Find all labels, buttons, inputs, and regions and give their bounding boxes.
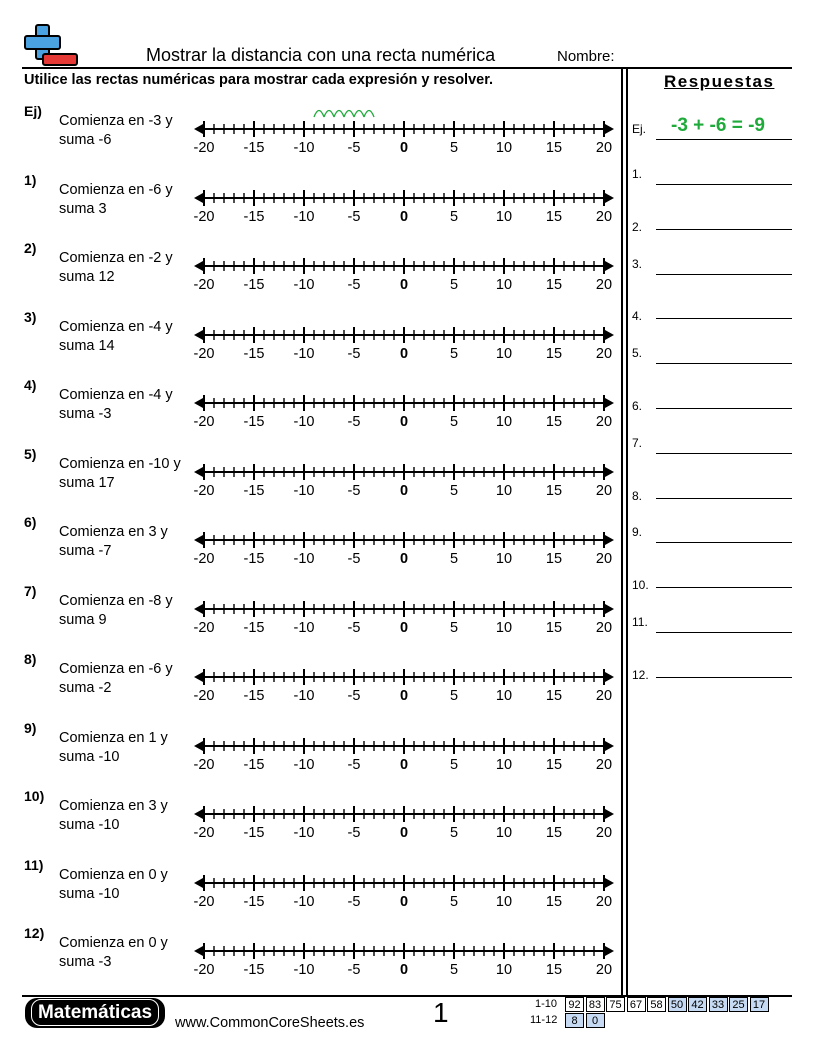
tick-label: 5 bbox=[449, 756, 459, 773]
tick-label: -20 bbox=[193, 619, 215, 636]
answer-number: Ej. bbox=[632, 122, 647, 136]
tick-label: -5 bbox=[347, 962, 361, 978]
left-arrow bbox=[194, 535, 203, 545]
right-arrow bbox=[605, 535, 614, 545]
answer-line[interactable] bbox=[656, 229, 792, 230]
answer-line[interactable] bbox=[656, 408, 792, 409]
score-row-label: 11-12 bbox=[530, 1014, 558, 1026]
right-arrow bbox=[605, 467, 614, 477]
tick-label: 0 bbox=[399, 208, 409, 225]
left-arrow bbox=[194, 946, 203, 956]
left-arrow bbox=[194, 193, 203, 203]
tick-label: 20 bbox=[595, 345, 613, 362]
answer-number: 8. bbox=[632, 488, 643, 503]
tick-label: 0 bbox=[399, 551, 409, 567]
number-line[interactable] bbox=[190, 651, 620, 711]
tick-label: -20 bbox=[193, 893, 215, 910]
tick-label: -5 bbox=[347, 756, 361, 773]
answer-number: 11. bbox=[632, 615, 648, 629]
tick-label: 15 bbox=[545, 345, 563, 362]
score-cell: 67 bbox=[627, 997, 646, 1012]
problem-number: 2) bbox=[24, 240, 37, 256]
column-divider bbox=[621, 69, 628, 995]
tick-label: -20 bbox=[193, 688, 215, 704]
left-arrow bbox=[194, 878, 203, 888]
number-line[interactable] bbox=[190, 788, 620, 848]
tick-label: -15 bbox=[243, 345, 265, 362]
tick-label: 5 bbox=[449, 619, 459, 636]
problem-number: 10) bbox=[24, 788, 45, 804]
problem-text: Comienza en -4 y suma -3 bbox=[59, 387, 173, 422]
right-arrow bbox=[605, 604, 614, 614]
left-arrow bbox=[194, 741, 203, 751]
answer-line bbox=[656, 139, 792, 140]
problem-number: 1) bbox=[24, 171, 37, 188]
answer-row bbox=[632, 658, 792, 682]
number-line[interactable] bbox=[190, 377, 620, 437]
tick-label: 0 bbox=[399, 619, 409, 636]
tick-label: -15 bbox=[243, 208, 265, 225]
problem-number: 7) bbox=[24, 582, 37, 599]
answer-number: 5. bbox=[632, 346, 643, 361]
tick-label: 5 bbox=[449, 551, 459, 567]
left-arrow bbox=[194, 398, 203, 408]
score-cell: 25 bbox=[729, 997, 748, 1012]
answer-line[interactable] bbox=[656, 318, 792, 319]
tick-label: 5 bbox=[449, 893, 459, 910]
tick-label: 15 bbox=[545, 482, 563, 499]
problem-text: Comienza en 3 y suma -10 bbox=[59, 798, 168, 833]
problem-row bbox=[0, 240, 620, 308]
answer-number: 2. bbox=[632, 219, 643, 234]
answer-number: 12. bbox=[632, 667, 649, 682]
tick-label: -10 bbox=[293, 756, 315, 773]
tick-label: -5 bbox=[347, 619, 361, 636]
tick-label: 5 bbox=[449, 140, 459, 156]
tick-label: 15 bbox=[545, 825, 563, 841]
tick-label: -5 bbox=[347, 208, 361, 225]
answer-line[interactable] bbox=[656, 542, 792, 543]
example-answer: -3 + -6 = -9 bbox=[671, 115, 765, 136]
left-arrow bbox=[194, 672, 203, 682]
answer-line[interactable] bbox=[656, 274, 792, 275]
answer-line[interactable] bbox=[656, 453, 792, 454]
tick-label: 10 bbox=[495, 756, 513, 773]
tick-label: -15 bbox=[243, 893, 265, 910]
tick-label: 0 bbox=[399, 345, 409, 362]
problem-number: 3) bbox=[24, 308, 37, 325]
tick-label: -20 bbox=[193, 345, 215, 362]
tick-label: -5 bbox=[347, 414, 361, 430]
answers-title: Respuestas bbox=[664, 72, 775, 91]
tick-label: 20 bbox=[595, 756, 613, 773]
tick-label: 5 bbox=[449, 277, 459, 293]
hop-arc bbox=[324, 111, 334, 118]
tick-label: -10 bbox=[293, 825, 315, 841]
tick-label: -15 bbox=[243, 414, 265, 430]
problem-text: Comienza en 0 y suma -10 bbox=[59, 866, 168, 902]
tick-label: 0 bbox=[399, 825, 409, 841]
page-number: 1 bbox=[433, 997, 449, 1028]
tick-label: 20 bbox=[595, 893, 613, 910]
score-cell: 33 bbox=[709, 997, 728, 1012]
problem-row bbox=[0, 583, 620, 651]
problem-number: 4) bbox=[24, 377, 37, 393]
tick-label: -10 bbox=[293, 277, 315, 293]
tick-label: 0 bbox=[399, 962, 409, 978]
tick-label: -15 bbox=[243, 756, 265, 773]
brand-logo bbox=[25, 998, 165, 1028]
problem-row bbox=[0, 309, 620, 377]
tick-label: 20 bbox=[595, 277, 613, 293]
plus-minus-logo bbox=[22, 22, 80, 68]
right-arrow bbox=[605, 946, 614, 956]
answer-line[interactable] bbox=[656, 363, 792, 364]
number-line[interactable] bbox=[190, 720, 620, 780]
problem-row bbox=[0, 172, 620, 240]
tick-label: -5 bbox=[347, 345, 361, 362]
tick-label: -15 bbox=[243, 619, 265, 636]
right-arrow bbox=[605, 809, 614, 819]
right-arrow bbox=[605, 878, 614, 888]
answer-number: 7. bbox=[632, 435, 643, 450]
tick-label: -5 bbox=[347, 551, 361, 567]
tick-label: 0 bbox=[399, 482, 409, 499]
number-line[interactable] bbox=[190, 583, 620, 643]
number-line[interactable] bbox=[190, 103, 620, 163]
tick-label: -5 bbox=[347, 140, 361, 156]
left-arrow bbox=[194, 261, 203, 271]
tick-label: 15 bbox=[545, 551, 563, 567]
tick-label: 15 bbox=[545, 208, 563, 225]
tick-label: -20 bbox=[193, 551, 215, 567]
number-line[interactable] bbox=[190, 925, 620, 985]
answer-row bbox=[632, 389, 792, 413]
tick-label: 20 bbox=[595, 551, 613, 567]
tick-label: 20 bbox=[595, 482, 613, 499]
tick-label: 10 bbox=[495, 893, 513, 910]
tick-label: 5 bbox=[449, 825, 459, 841]
problem-number: 5) bbox=[24, 445, 37, 462]
tick-label: -15 bbox=[243, 482, 265, 499]
problem-text: Comienza en -2 y suma 12 bbox=[59, 250, 173, 285]
right-arrow bbox=[605, 193, 614, 203]
tick-label: -20 bbox=[193, 277, 215, 293]
problem-text: Comienza en -4 y suma 14 bbox=[59, 318, 173, 354]
problem-number: 12) bbox=[24, 925, 45, 941]
tick-label: -5 bbox=[347, 825, 361, 841]
tick-label: -20 bbox=[193, 482, 215, 499]
tick-label: -10 bbox=[293, 962, 315, 978]
score-cell: 0 bbox=[586, 1013, 605, 1028]
website-url: www.CommonCoreSheets.es bbox=[175, 1015, 365, 1031]
score-cell: 58 bbox=[647, 997, 666, 1012]
page-title: Mostrar la distancia con una recta numérica bbox=[146, 45, 496, 65]
number-line[interactable] bbox=[190, 446, 620, 506]
answer-number: 1. bbox=[632, 167, 643, 181]
score-cell: 17 bbox=[750, 997, 769, 1012]
problem-row bbox=[0, 651, 620, 719]
problem-row bbox=[0, 446, 620, 514]
tick-label: 15 bbox=[545, 414, 563, 430]
tick-label: 15 bbox=[545, 277, 563, 293]
tick-label: 10 bbox=[495, 345, 513, 362]
score-cell: 83 bbox=[586, 997, 605, 1012]
answer-row bbox=[632, 434, 792, 454]
answer-row bbox=[632, 299, 792, 324]
answer-number: 6. bbox=[632, 399, 643, 413]
score-cell: 8 bbox=[565, 1013, 584, 1028]
right-arrow bbox=[605, 398, 614, 408]
right-arrow bbox=[605, 741, 614, 751]
left-arrow bbox=[194, 124, 203, 134]
problem-text: Comienza en 0 y suma -3 bbox=[59, 935, 168, 970]
tick-label: 5 bbox=[449, 345, 459, 362]
instructions: Utilice las rectas numéricas para mostrar cada expresión y resolver. bbox=[24, 72, 494, 88]
problem-row bbox=[0, 857, 620, 925]
tick-label: 0 bbox=[399, 140, 409, 156]
tick-label: 20 bbox=[595, 688, 613, 704]
tick-label: 15 bbox=[545, 619, 563, 636]
tick-label: -5 bbox=[347, 482, 361, 499]
problem-text: Comienza en -6 y suma 3 bbox=[59, 181, 173, 217]
problem-number: Ej) bbox=[24, 103, 42, 119]
tick-label: -5 bbox=[347, 277, 361, 293]
tick-label: -10 bbox=[293, 414, 315, 430]
answer-line[interactable] bbox=[656, 677, 792, 678]
tick-label: -20 bbox=[193, 756, 215, 773]
tick-label: 0 bbox=[399, 277, 409, 293]
answer-number: 3. bbox=[632, 256, 643, 271]
tick-label: -15 bbox=[243, 277, 265, 293]
score-cell: 42 bbox=[688, 997, 707, 1012]
hop-arc bbox=[364, 111, 374, 118]
hop-arc bbox=[314, 111, 324, 118]
score-cell: 50 bbox=[668, 997, 687, 1012]
tick-label: -10 bbox=[293, 688, 315, 704]
tick-label: -10 bbox=[293, 551, 315, 567]
header-rule bbox=[22, 67, 792, 69]
tick-label: 20 bbox=[595, 619, 613, 636]
problem-row bbox=[0, 103, 620, 171]
left-arrow bbox=[194, 330, 203, 340]
problem-row bbox=[0, 377, 620, 445]
answer-number: 10. bbox=[632, 578, 649, 593]
right-arrow bbox=[605, 261, 614, 271]
tick-label: -10 bbox=[293, 140, 315, 156]
hop-arc bbox=[354, 111, 364, 118]
tick-label: -10 bbox=[293, 345, 315, 362]
problem-text: Comienza en -8 y suma 9 bbox=[59, 592, 173, 628]
answer-line[interactable] bbox=[656, 632, 792, 633]
answer-line[interactable] bbox=[656, 498, 792, 499]
number-line[interactable] bbox=[190, 514, 620, 574]
tick-label: 5 bbox=[449, 208, 459, 225]
tick-label: 15 bbox=[545, 962, 563, 978]
left-arrow bbox=[194, 604, 203, 614]
hop-arc bbox=[344, 111, 354, 118]
problem-number: 9) bbox=[24, 719, 37, 736]
answer-number: 4. bbox=[632, 309, 643, 324]
tick-label: 10 bbox=[495, 482, 513, 499]
problem-text: Comienza en -6 y suma -2 bbox=[59, 661, 173, 696]
tick-label: 10 bbox=[495, 208, 513, 225]
tick-label: 10 bbox=[495, 414, 513, 430]
left-arrow bbox=[194, 809, 203, 819]
tick-label: -5 bbox=[347, 688, 361, 704]
answer-row bbox=[632, 613, 792, 633]
answer-line[interactable] bbox=[656, 184, 792, 185]
tick-label: -5 bbox=[347, 893, 361, 910]
answer-row bbox=[632, 568, 792, 593]
tick-label: 0 bbox=[399, 688, 409, 704]
tick-label: -10 bbox=[293, 482, 315, 499]
tick-label: 10 bbox=[495, 688, 513, 704]
tick-label: 5 bbox=[449, 688, 459, 704]
problem-number: 11) bbox=[24, 856, 44, 873]
problem-text: Comienza en 3 y suma -7 bbox=[59, 524, 168, 559]
tick-label: 5 bbox=[449, 962, 459, 978]
tick-label: -15 bbox=[243, 962, 265, 978]
score-cell: 92 bbox=[565, 997, 584, 1012]
tick-label: 10 bbox=[495, 619, 513, 636]
tick-label: 20 bbox=[595, 825, 613, 841]
number-line[interactable] bbox=[190, 240, 620, 300]
answer-row bbox=[632, 479, 792, 503]
tick-label: 15 bbox=[545, 140, 563, 156]
tick-label: 0 bbox=[399, 414, 409, 430]
tick-label: -10 bbox=[293, 619, 315, 636]
tick-label: -20 bbox=[193, 414, 215, 430]
answer-row bbox=[632, 255, 792, 275]
right-arrow bbox=[605, 124, 614, 134]
problem-row bbox=[0, 788, 620, 856]
tick-label: 5 bbox=[449, 414, 459, 430]
problem-number: 6) bbox=[24, 514, 37, 530]
problem-row bbox=[0, 720, 620, 788]
tick-label: 5 bbox=[449, 482, 459, 499]
problem-row bbox=[0, 514, 620, 582]
score-row-label: 1-10 bbox=[535, 998, 558, 1010]
tick-label: 20 bbox=[595, 208, 613, 225]
tick-label: 20 bbox=[595, 140, 613, 156]
problem-text: Comienza en -3 y suma -6 bbox=[59, 113, 173, 148]
tick-label: -20 bbox=[193, 140, 215, 156]
tick-label: 10 bbox=[495, 825, 513, 841]
answer-line[interactable] bbox=[656, 587, 792, 588]
score-cell: 75 bbox=[606, 997, 625, 1012]
tick-label: -20 bbox=[193, 825, 215, 841]
tick-label: 10 bbox=[495, 962, 513, 978]
tick-label: -15 bbox=[243, 825, 265, 841]
answer-row bbox=[632, 344, 792, 364]
number-line[interactable] bbox=[190, 857, 620, 917]
tick-label: 15 bbox=[545, 756, 563, 773]
tick-label: -15 bbox=[243, 688, 265, 704]
answer-row bbox=[632, 523, 792, 543]
number-line[interactable] bbox=[190, 309, 620, 369]
problem-text: Comienza en 1 y suma -10 bbox=[59, 729, 168, 765]
tick-label: -10 bbox=[293, 893, 315, 910]
tick-label: -20 bbox=[193, 208, 215, 225]
tick-label: -15 bbox=[243, 140, 265, 156]
tick-label: 0 bbox=[399, 893, 409, 910]
tick-label: -20 bbox=[193, 962, 215, 978]
problem-text: Comienza en -10 y suma 17 bbox=[59, 455, 181, 491]
tick-label: 20 bbox=[595, 414, 613, 430]
answer-row bbox=[632, 165, 792, 185]
tick-label: -15 bbox=[243, 551, 265, 567]
number-line[interactable] bbox=[190, 172, 620, 232]
tick-label: 15 bbox=[545, 893, 563, 910]
tick-label: 15 bbox=[545, 688, 563, 704]
tick-label: 10 bbox=[495, 551, 513, 567]
right-arrow bbox=[605, 330, 614, 340]
tick-label: 10 bbox=[495, 140, 513, 156]
problem-row bbox=[0, 925, 620, 993]
hop-arc bbox=[334, 111, 344, 118]
tick-label: 20 bbox=[595, 962, 613, 978]
tick-label: -10 bbox=[293, 208, 315, 225]
problem-number: 8) bbox=[24, 651, 37, 667]
answer-row bbox=[632, 210, 792, 234]
answer-number: 9. bbox=[632, 525, 643, 540]
tick-label: 10 bbox=[495, 277, 513, 293]
brand-text: Matemáticas bbox=[31, 999, 159, 1026]
right-arrow bbox=[605, 672, 614, 682]
tick-label: 0 bbox=[399, 756, 409, 773]
name-label: Nombre: bbox=[557, 48, 615, 65]
left-arrow bbox=[194, 467, 203, 477]
